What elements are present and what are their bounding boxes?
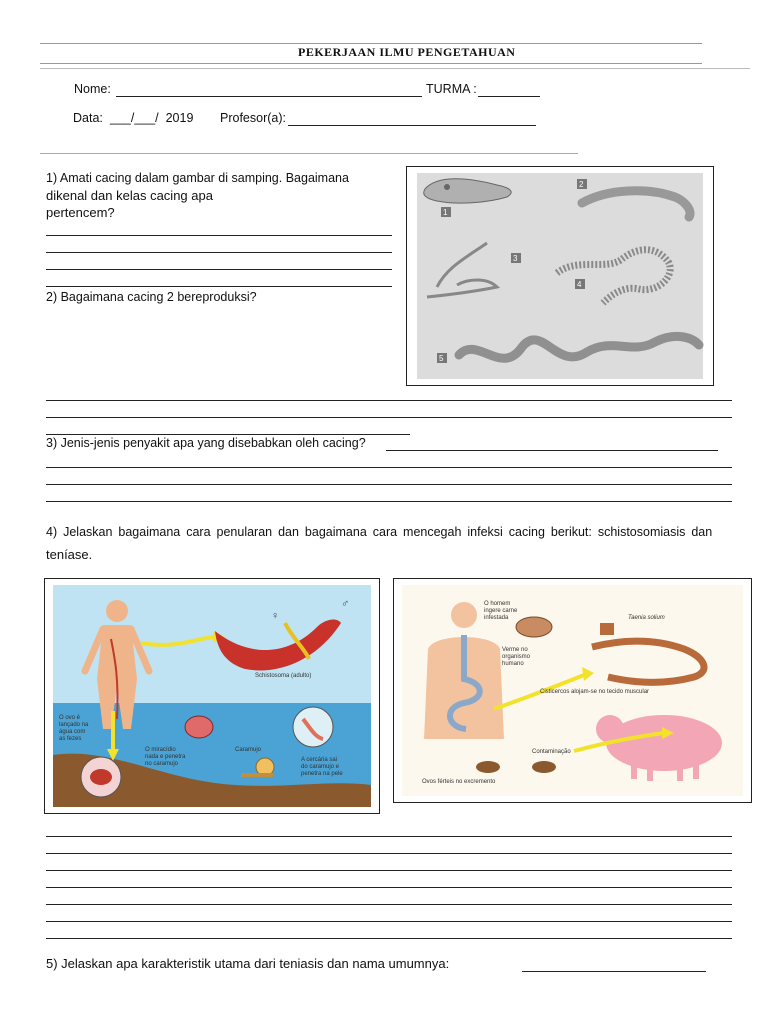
answer-line[interactable] (46, 921, 732, 922)
answer-line[interactable] (46, 938, 732, 939)
man-head (451, 602, 477, 628)
question-1-line-1: 1) Amati cacing dalam gambar di samping. Bagaimana (46, 171, 349, 185)
answer-line[interactable] (46, 417, 732, 418)
miracidium (185, 716, 213, 738)
question-1-line-2: dikenal dan kelas cacing apa (46, 188, 213, 203)
worm-5-number: 5 (439, 354, 444, 363)
worm-2-number: 2 (579, 180, 584, 189)
schistosomiasis-figure (44, 578, 380, 814)
cercaria-circle (293, 707, 333, 747)
worms-figure (406, 166, 714, 386)
snail-label: Caramujo (235, 747, 262, 753)
eggs (532, 761, 556, 773)
name-label: Nome: (74, 82, 111, 96)
answer-line[interactable] (46, 467, 732, 468)
page-title: PEKERJAAN ILMU PENGETAHUAN (298, 45, 516, 59)
contamination-label: Contaminação (532, 749, 571, 755)
adult-label: Schistosoma (adulto) (255, 673, 312, 679)
answer-line[interactable] (46, 853, 732, 854)
answer-line[interactable] (46, 269, 392, 270)
professor-field[interactable] (288, 125, 536, 126)
turma-field[interactable] (478, 96, 540, 97)
date-label: Data: (73, 111, 103, 125)
worm-label: Verme no organismo humano (502, 647, 531, 667)
infested-meat (516, 617, 552, 637)
answer-line[interactable] (46, 235, 392, 236)
cysticerci-label: Cisticercos alojam-se no tecido muscular (540, 689, 650, 695)
worms-illustration (407, 167, 713, 385)
question-5: 5) Jelaskan apa karakteristik utama dari teniasis dan nama umumnya: (46, 956, 450, 971)
male-symbol: ♂ (341, 598, 350, 610)
section-divider (40, 153, 578, 154)
answer-line[interactable] (46, 484, 732, 485)
cercaria-label: A cercária sai do caramujo e penetra na pele (301, 757, 343, 777)
professor-label: Profesor(a): (220, 111, 286, 125)
answer-line[interactable] (46, 501, 732, 502)
answer-line[interactable] (46, 836, 732, 837)
feces (476, 761, 500, 773)
date-value[interactable]: ___/___/ 2019 (110, 111, 194, 125)
teniasis-figure (393, 578, 752, 803)
question-4-line-1: 4) Jelaskan bagaimana cara penularan dan bagaimana cara mencegah infeksi cacing berikut: schistosomiasis dan (46, 525, 713, 539)
taenia-label: Taenia solium (628, 615, 665, 621)
worm-3-number: 3 (513, 254, 518, 263)
female-symbol: ♀ (271, 610, 280, 622)
egg-label: O ovo é lançado na água com as fezes (59, 715, 89, 742)
miracidium-label: O miracídio nada e penetra no caramujo (145, 747, 186, 767)
human-head (106, 600, 128, 622)
question-2: 2) Bagaimana cacing 2 bereproduksi? (46, 290, 257, 304)
question-1-line-3: pertencem? (46, 205, 115, 220)
answer-line[interactable] (46, 286, 392, 287)
answer-line[interactable] (46, 400, 732, 401)
answer-line[interactable] (522, 971, 706, 972)
answer-line[interactable] (46, 904, 732, 905)
turma-label: TURMA : (426, 82, 477, 96)
question-3: 3) Jenis-jenis penyakit apa yang disebabkan oleh cacing? (46, 436, 366, 450)
header-rule-mid (40, 63, 702, 64)
teniasis-illustration (394, 579, 751, 802)
answer-line[interactable] (46, 252, 392, 253)
scolex (600, 623, 614, 635)
answer-line[interactable] (46, 870, 732, 871)
worm-1-number: 1 (443, 208, 448, 217)
header-rule-bottom (40, 68, 750, 69)
pig-body (606, 715, 722, 771)
schistosomiasis-illustration (45, 579, 379, 813)
header-rule-top (40, 43, 702, 44)
question-4-line-2: teníase. (46, 547, 93, 562)
answer-line[interactable] (46, 434, 410, 435)
name-field[interactable] (116, 96, 422, 97)
man-label: O homem ingere carne infestada (484, 601, 518, 621)
answer-line[interactable] (46, 887, 732, 888)
answer-line[interactable] (386, 450, 718, 451)
worm-4-number: 4 (577, 280, 582, 289)
eggs-label: Ovos férteis no excremento (422, 779, 496, 785)
